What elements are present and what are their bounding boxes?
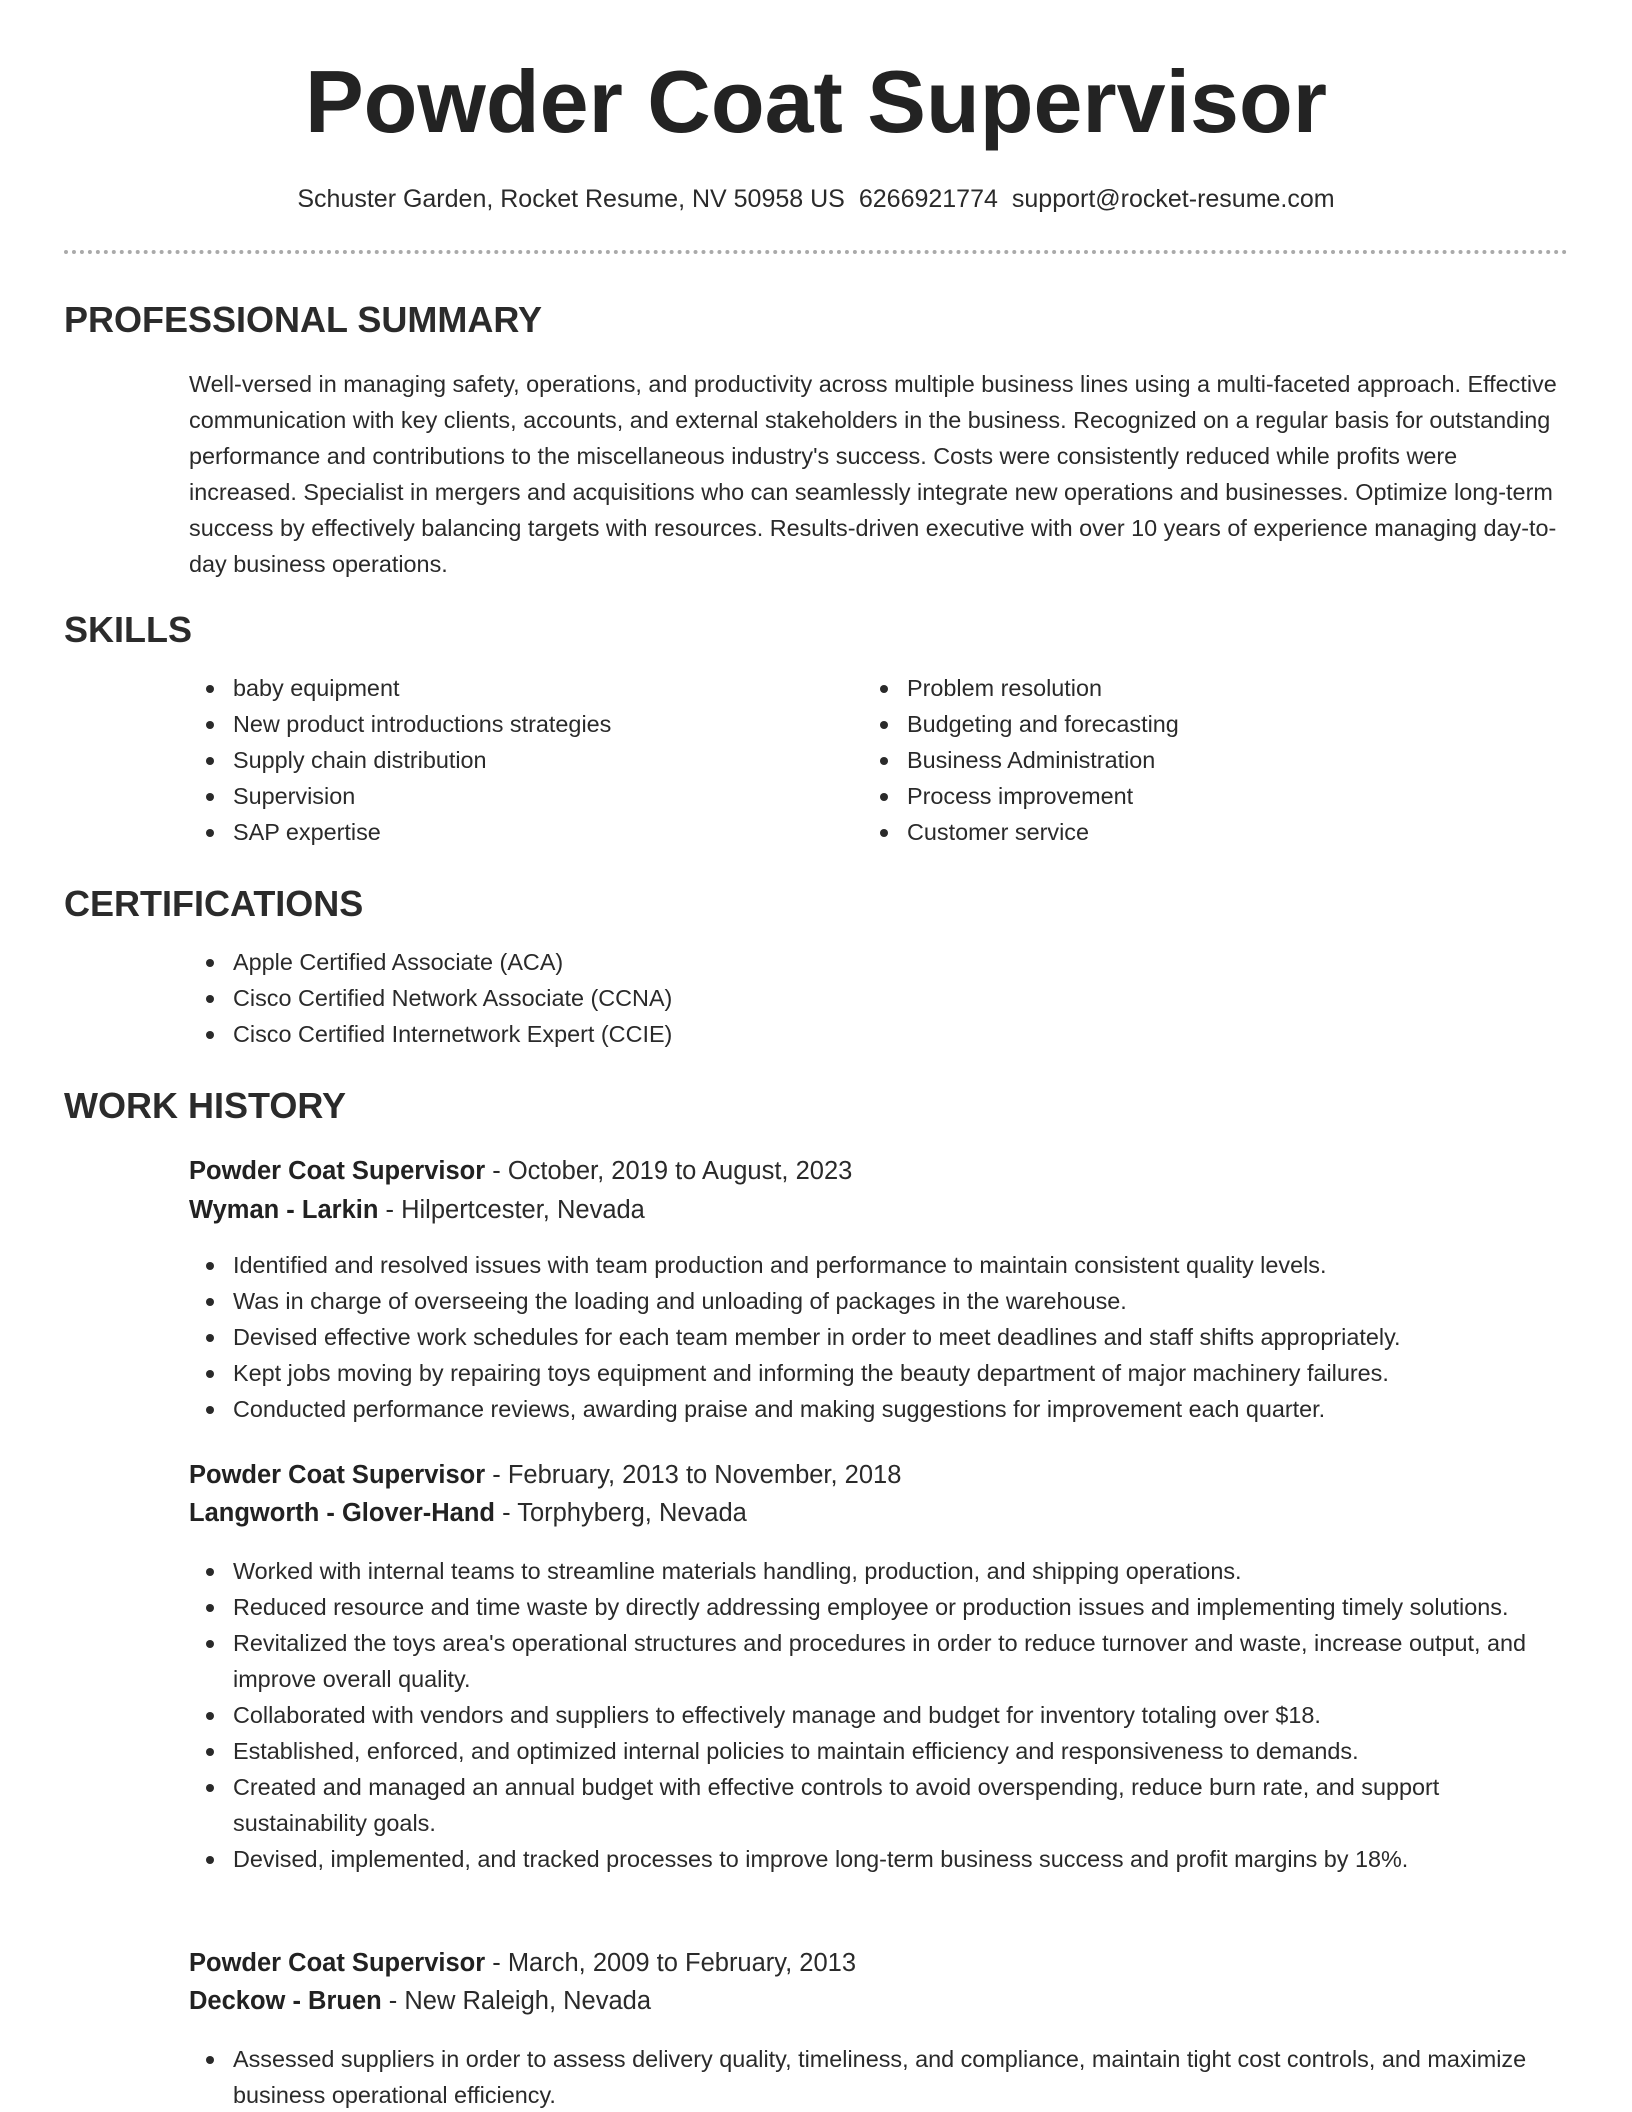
job-role: Powder Coat Supervisor (189, 1949, 486, 1977)
section-title-work-history: WORK HISTORY (64, 1085, 347, 1126)
skills-list-right (863, 670, 1503, 850)
certification-item: Apple Certified Associate (ACA) (189, 944, 1569, 980)
job-bullet: Collaborated with vendors and suppliers to effectively manage and budget for inventory totaling over $18. (189, 1697, 1569, 1733)
job-bullet: Created and managed an annual budget with effective controls to avoid overspending, reduce burn rate, and support sustainability goals. (189, 1769, 1569, 1841)
job-bullets (189, 1247, 1569, 1427)
section-title-skills: SKILLS (64, 609, 193, 650)
skill-item: Supply chain distribution (189, 742, 829, 778)
job-title-line (189, 1456, 901, 1494)
certification-item: Cisco Certified Internetwork Expert (CCIE) (189, 1016, 1569, 1052)
job-company-line (189, 1494, 747, 1532)
job-bullet: Established, enforced, and optimized internal policies to maintain efficiency and responsiveness to demands. (189, 1733, 1569, 1769)
skill-item: baby equipment (189, 670, 829, 706)
resume-name: Powder Coat Supervisor (304, 52, 1327, 151)
job-dates: - October, 2019 to August, 2023 (485, 1157, 853, 1185)
job-bullet: Identified and resolved issues with team production and performance to maintain consistent quality levels. (189, 1247, 1569, 1283)
skills-list-left (189, 670, 829, 850)
job-dates: - March, 2009 to February, 2013 (485, 1949, 857, 1977)
job-location: - Torphyberg, Nevada (495, 1499, 747, 1527)
skill-item: Supervision (189, 778, 829, 814)
job-location: - New Raleigh, Nevada (381, 1987, 652, 2015)
job-location: - Hilpertcester, Nevada (378, 1196, 645, 1224)
skill-item: Customer service (863, 814, 1503, 850)
certification-item: Cisco Certified Network Associate (CCNA) (189, 980, 1569, 1016)
job-company: Wyman - Larkin (189, 1196, 379, 1224)
job-role: Powder Coat Supervisor (189, 1157, 486, 1185)
skill-item: SAP expertise (189, 814, 829, 850)
job-bullet: Revitalized the toys area's operational structures and procedures in order to reduce turnover and waste, increase output, and improve overall quality. (189, 1625, 1569, 1697)
contact-phone: 6266921774 (858, 185, 998, 213)
header-divider (64, 250, 1568, 254)
skill-item: Business Administration (863, 742, 1503, 778)
job-bullets (189, 2041, 1569, 2112)
job-bullet: Assessed suppliers in order to assess delivery quality, timeliness, and compliance, maintain tight cost controls, and maximize business operational efficiency. (189, 2041, 1569, 2112)
job-company-line (189, 1982, 651, 2020)
job-bullet: Conducted performance reviews, awarding praise and making suggestions for improvement each quarter. (189, 1391, 1569, 1427)
summary-text: Well-versed in managing safety, operations, and productivity across multiple business lines using a multi-faceted approach. Effective communication with key clients, accounts, and external stakeholders in the business. Recognized on a regular basis for outstanding performance and contributions to the miscellaneous industry's success. Costs were consistently reduced while profits were increased. Specialist in mergers and acquisitions who can seamlessly integrate new operations and businesses. Optimize long-term success by effectively balancing targets with resources. Results-driven executive with over 10 years of experience managing day-to-day business operations. (189, 371, 1557, 577)
job-bullet: Devised, implemented, and tracked processes to improve long-term business success and profit margins by 18%. (189, 1841, 1569, 1877)
contact-email: support@rocket-resume.com (1011, 185, 1335, 213)
job-dates: - February, 2013 to November, 2018 (485, 1461, 902, 1489)
contact-line (0, 182, 1632, 216)
job-bullets (189, 1553, 1569, 1877)
skill-item: Budgeting and forecasting (863, 706, 1503, 742)
job-bullet: Devised effective work schedules for each team member in order to meet deadlines and staff shifts appropriately. (189, 1319, 1569, 1355)
job-bullet: Kept jobs moving by repairing toys equipment and informing the beauty department of major machinery failures. (189, 1355, 1569, 1391)
skill-item: New product introductions strategies (189, 706, 829, 742)
skill-item: Process improvement (863, 778, 1503, 814)
job-bullet: Worked with internal teams to streamline materials handling, production, and shipping operations. (189, 1553, 1569, 1589)
section-title-certifications: CERTIFICATIONS (64, 883, 364, 924)
job-role: Powder Coat Supervisor (189, 1461, 486, 1489)
section-title-summary: PROFESSIONAL SUMMARY (64, 299, 543, 340)
job-company: Deckow - Bruen (189, 1987, 382, 2015)
job-bullet: Was in charge of overseeing the loading and unloading of packages in the warehouse. (189, 1283, 1569, 1319)
certifications-list (189, 944, 1569, 1052)
job-company-line (189, 1191, 645, 1229)
job-company: Langworth - Glover-Hand (189, 1499, 495, 1527)
job-title-line (189, 1152, 852, 1190)
contact-address: Schuster Garden, Rocket Resume, NV 50958 US (297, 185, 845, 213)
job-title-line (189, 1944, 856, 1982)
skill-item: Problem resolution (863, 670, 1503, 706)
job-bullet: Reduced resource and time waste by directly addressing employee or production issues and implementing timely solutions. (189, 1589, 1569, 1625)
